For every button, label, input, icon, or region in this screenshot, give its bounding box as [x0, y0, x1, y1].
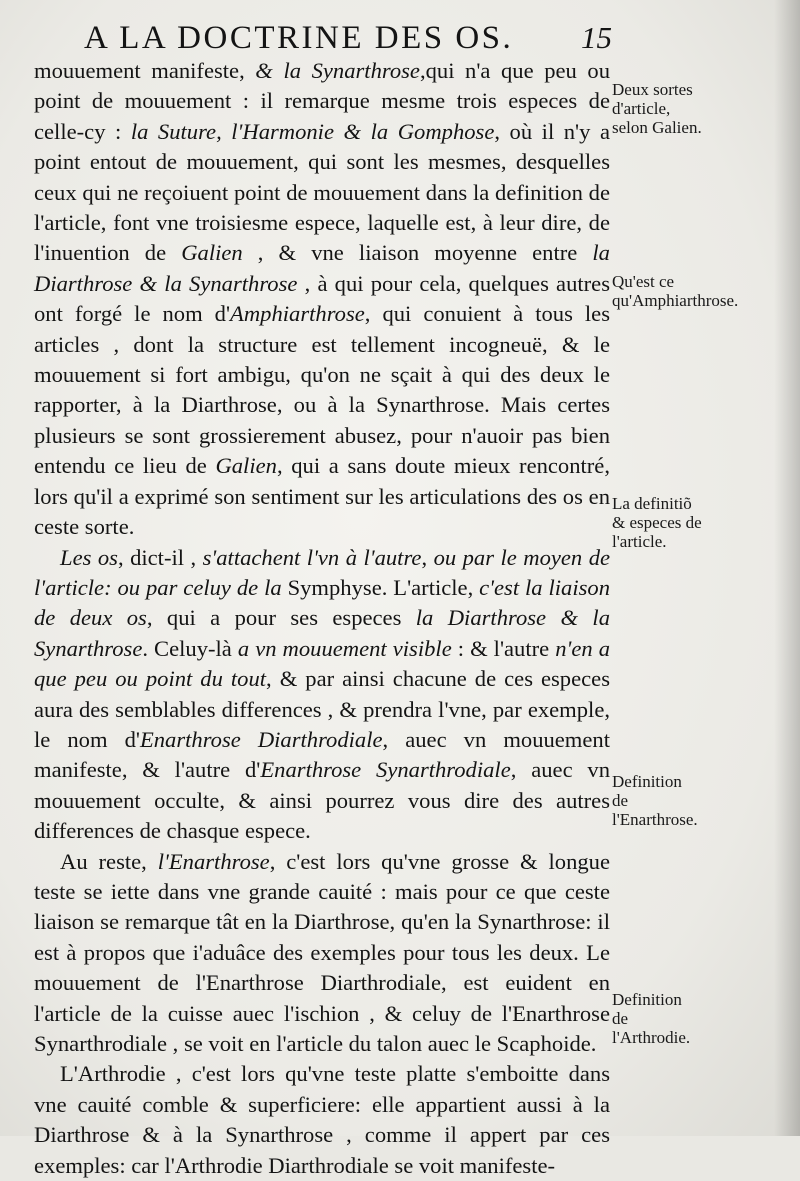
paragraph	[34, 847, 610, 1060]
text-run: , & vne liaison moyenne entre	[242, 240, 593, 266]
italic-run: l'Enarthrose	[157, 848, 270, 874]
paragraph	[34, 543, 610, 847]
running-head	[84, 18, 612, 58]
italic-run: a vn mouuement visible	[237, 635, 452, 661]
text-run: , dict-il ,	[117, 544, 203, 570]
text-run: mouuement manifeste,	[34, 58, 256, 83]
italic-run: & la Synarthrose	[255, 58, 420, 83]
text-run: , c'est lors qu'vne grosse & longue teste se iette dans vne grande cauité : mais pour ce que ceste liaison se remarque tât en la Diarthrose, qu'en la Synarthrose: il est à propos que i'aduâce des exemples pour tous les deux. Le mouuement de l'Enarthrose Diarthrodiale, est euident en l'article de la cuisse auec l'ischion , & celuy de l'Enarthrose Synarthrodiale , se voit en l'article du talon auec le Scaphoide.	[34, 848, 610, 1056]
italic-run: Les os	[60, 544, 118, 570]
text-run: , auec vn mouuement occulte, & ainsi pourrez vous dire des autres differences de chasque espece.	[34, 757, 611, 844]
italic-run: la Diarthrose & la Synarthrose	[34, 240, 610, 296]
text-run: , à qui pour cela, quelques autres ont forgé le nom d'	[34, 270, 611, 327]
text-run: ,	[421, 544, 434, 570]
italic-run: c'est la liaison de deux os	[34, 574, 610, 631]
paragraph	[34, 1059, 610, 1181]
italic-run: Enarthrose Synarthrodiale	[260, 757, 511, 783]
text-run: , auec vn mouuement manifeste, & l'autre d'	[34, 726, 610, 783]
margin-note: Deux sortes d'article, selon Galien.	[612, 80, 702, 137]
italic-run: n'en a que peu ou point du tout	[34, 635, 611, 692]
margin-note: La definitiõ & especes de l'article.	[612, 494, 702, 551]
margin-note: Definition de l'Enarthrose.	[612, 772, 698, 829]
text-run: . Celuy-là	[142, 635, 238, 661]
margin-note: Definition de l'Arthrodie.	[612, 990, 691, 1047]
italic-run: ou par le moyen de l'article: ou par celuy de la	[34, 544, 611, 600]
text-run: , & par ainsi chacune de ces especes aura des semblables differences , & prendra l'vne, par exemple, le nom d'	[34, 666, 610, 752]
italic-run: la Suture, l'Harmonie & la Gomphose	[130, 118, 495, 144]
text-run: , où il n'y a point entout de mouuement, qui sont les mesmes, desquelles ceux qui ne reçoiuent point de mouuement dans la definition de l'article, font vne troisiesme espece, laquelle est, à leur dire, de l'inuention de	[34, 118, 610, 266]
italic-run: Enarthrose Diarthrodiale	[139, 726, 383, 752]
italic-run: la Diarthrose & la Synarthrose	[34, 605, 611, 661]
paragraph	[34, 56, 610, 543]
italic-run: s'attachent l'vn à l'autre	[202, 544, 422, 570]
text-run: , qui a sans doute mieux rencontré, lors qu'il a exprimé son sentiment sur les articulations des os en ceste sorte.	[34, 453, 610, 540]
text-run: , qui a pour ses especes	[146, 605, 416, 631]
running-title: A LA DOCTRINE DES OS.	[84, 20, 514, 56]
page-number: 15	[581, 20, 612, 55]
marginalia-column	[612, 0, 739, 1136]
italic-run: Amphiarthrose	[230, 301, 365, 327]
text-run: : & l'autre	[451, 635, 556, 661]
text-run: , qui conuient à tous les articles , dont la structure est tellement incogneuë, & le mouuement si fort ambigu, qu'on ne sçait à qui des deux le rapporter, à la Diarthrose, ou à la Synarthrose. Mais certes plusieurs se sont grossierement abusez, pour n'auoir pas bien entendu ce lieu de	[34, 301, 610, 479]
italic-run: Galien	[181, 240, 243, 266]
margin-note: Qu'est ce qu'Amphiarthrose.	[612, 272, 739, 310]
text-run: Symphyse. L'article,	[281, 574, 480, 600]
text-run: L'Arthrodie , c'est lors qu'vne teste platte s'emboitte dans vne cauité comble & superficiere: elle appartient aussi à la Diarthrose & à la Synarthrose , comme il appert par ces exemples: car l'Arthrodie Diarthrodiale se voit manifeste-	[34, 1061, 610, 1178]
text-run: Au reste,	[60, 848, 158, 874]
text-run: ,qui n'a que peu ou point de mouuement : il remarque mesme trois especes de celle-cy :	[34, 58, 610, 144]
italic-run: Galien	[215, 453, 277, 479]
main-text	[34, 56, 610, 1181]
